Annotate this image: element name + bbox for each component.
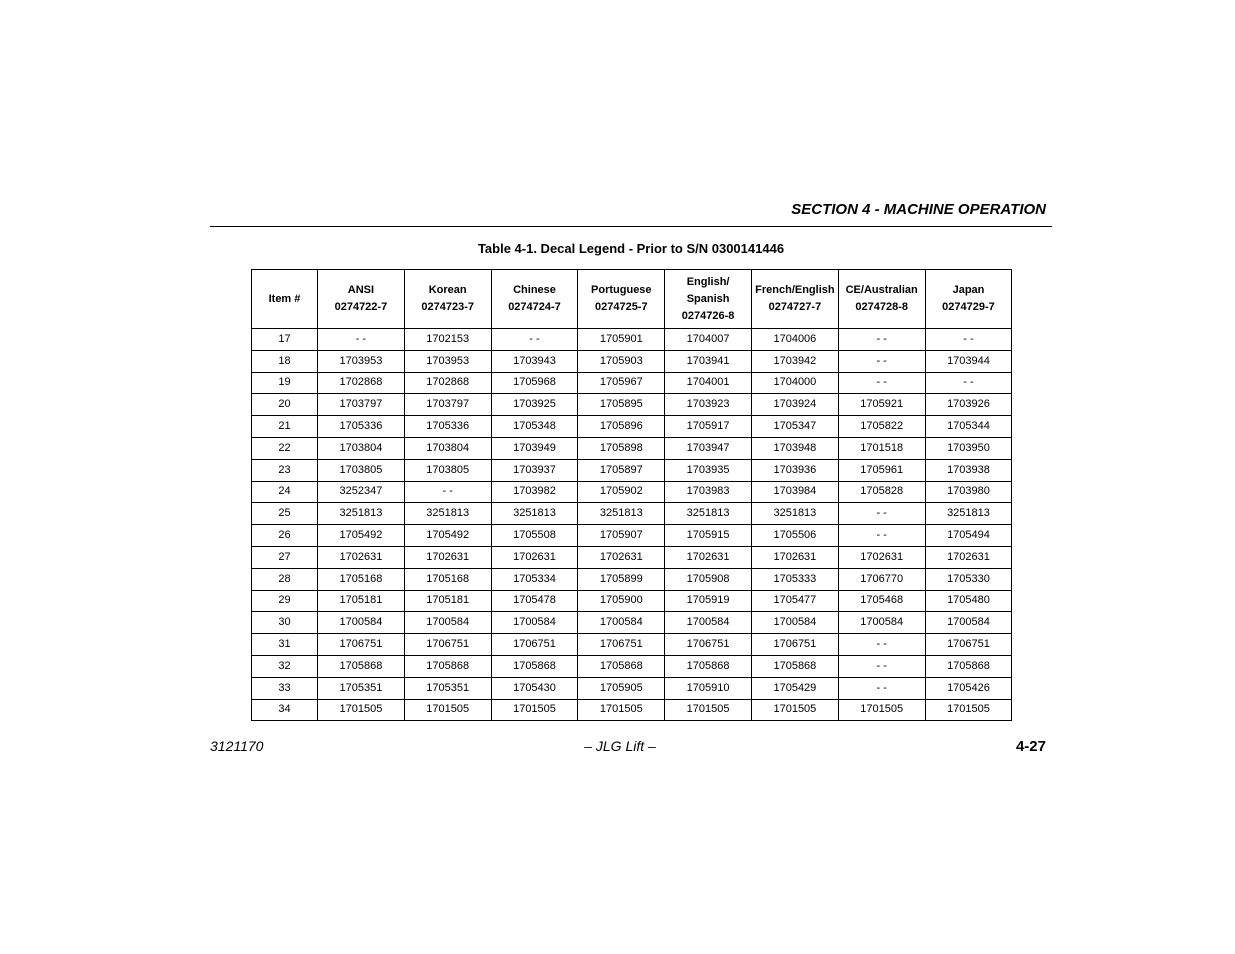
decal-part-number-cell: - - xyxy=(925,329,1012,351)
decal-part-number-cell: 1701505 xyxy=(404,699,491,721)
decal-part-number-cell: 1704001 xyxy=(665,372,752,394)
decal-part-number-cell: 1705907 xyxy=(578,525,665,547)
publisher-name: – JLG Lift – xyxy=(584,738,656,754)
decal-part-number-cell: 1703937 xyxy=(491,459,578,481)
decal-part-number-cell: 1705494 xyxy=(925,525,1012,547)
item-number-cell: 23 xyxy=(252,459,318,481)
decal-part-number-cell: 1706751 xyxy=(751,634,838,656)
decal-part-number-cell: 3251813 xyxy=(404,503,491,525)
decal-part-number-cell: 1705492 xyxy=(318,525,405,547)
decal-part-number-cell: 1705868 xyxy=(578,655,665,677)
decal-part-number-cell: 1705921 xyxy=(838,394,925,416)
decal-part-number-cell: 1704000 xyxy=(751,372,838,394)
table-row xyxy=(252,677,1012,699)
decal-part-number-cell: 1703943 xyxy=(491,350,578,372)
decal-part-number-cell: 1705477 xyxy=(751,590,838,612)
decal-part-number-cell: 1703804 xyxy=(404,437,491,459)
item-number-cell: 24 xyxy=(252,481,318,503)
item-number-cell: 19 xyxy=(252,372,318,394)
decal-part-number-cell: - - xyxy=(838,372,925,394)
decal-part-number-cell: 1705900 xyxy=(578,590,665,612)
decal-part-number-cell: 1703926 xyxy=(925,394,1012,416)
decal-part-number-cell: 1705908 xyxy=(665,568,752,590)
table-row xyxy=(252,481,1012,503)
decal-part-number-cell: 1703944 xyxy=(925,350,1012,372)
column-header: Korean 0274723-7 xyxy=(404,270,491,329)
table-row xyxy=(252,590,1012,612)
decal-part-number-cell: 1700584 xyxy=(751,612,838,634)
column-header: English/ Spanish 0274726-8 xyxy=(665,270,752,329)
page-number: 4-27 xyxy=(1015,738,1046,755)
item-number-cell: 22 xyxy=(252,437,318,459)
decal-part-number-cell: 1703982 xyxy=(491,481,578,503)
decal-part-number-cell: 1705822 xyxy=(838,416,925,438)
column-header: CE/Australian 0274728-8 xyxy=(838,270,925,329)
decal-part-number-cell: 1705181 xyxy=(404,590,491,612)
decal-part-number-cell: 1703805 xyxy=(404,459,491,481)
decal-part-number-cell: 1705348 xyxy=(491,416,578,438)
decal-part-number-cell: 1706751 xyxy=(665,634,752,656)
table-row xyxy=(252,634,1012,656)
decal-part-number-cell: 1703797 xyxy=(404,394,491,416)
decal-part-number-cell: 1705333 xyxy=(751,568,838,590)
decal-part-number-cell: 1701505 xyxy=(751,699,838,721)
item-number-cell: 26 xyxy=(252,525,318,547)
table-row xyxy=(252,546,1012,568)
decal-part-number-cell: 1702631 xyxy=(665,546,752,568)
decal-part-number-cell: 1705168 xyxy=(404,568,491,590)
decal-part-number-cell: 1704007 xyxy=(665,329,752,351)
table-row xyxy=(252,350,1012,372)
table-row xyxy=(252,329,1012,351)
decal-part-number-cell: 1703923 xyxy=(665,394,752,416)
decal-part-number-cell: 1705961 xyxy=(838,459,925,481)
decal-part-number-cell: 1700584 xyxy=(491,612,578,634)
decal-part-number-cell: 1705336 xyxy=(318,416,405,438)
decal-part-number-cell: 1705868 xyxy=(318,655,405,677)
item-number-cell: 34 xyxy=(252,699,318,721)
table-title: Table 4-1. Decal Legend - Prior to S/N 0300141446 xyxy=(477,241,785,256)
column-header: Portuguese 0274725-7 xyxy=(578,270,665,329)
decal-part-number-cell: 1703949 xyxy=(491,437,578,459)
decal-part-number-cell: 1703948 xyxy=(751,437,838,459)
decal-part-number-cell: 1705868 xyxy=(665,655,752,677)
item-number-cell: 25 xyxy=(252,503,318,525)
decal-part-number-cell: 1705967 xyxy=(578,372,665,394)
decal-part-number-cell: - - xyxy=(925,372,1012,394)
decal-part-number-cell: 3251813 xyxy=(665,503,752,525)
decal-part-number-cell: 1705430 xyxy=(491,677,578,699)
item-number-cell: 21 xyxy=(252,416,318,438)
decal-part-number-cell: 1704006 xyxy=(751,329,838,351)
decal-part-number-cell: 1705336 xyxy=(404,416,491,438)
decal-part-number-cell: 1705351 xyxy=(404,677,491,699)
table-row xyxy=(252,394,1012,416)
decal-part-number-cell: 1703947 xyxy=(665,437,752,459)
decal-part-number-cell: 1705868 xyxy=(925,655,1012,677)
decal-part-number-cell: 1702631 xyxy=(838,546,925,568)
decal-part-number-cell: 1701505 xyxy=(578,699,665,721)
section-title: SECTION 4 - MACHINE OPERATION xyxy=(791,201,1046,218)
table-row xyxy=(252,699,1012,721)
table-row xyxy=(252,459,1012,481)
table-row xyxy=(252,372,1012,394)
table-row xyxy=(252,503,1012,525)
decal-part-number-cell: 1703805 xyxy=(318,459,405,481)
decal-part-number-cell: 1705334 xyxy=(491,568,578,590)
decal-part-number-cell: 1705351 xyxy=(318,677,405,699)
decal-part-number-cell: 1705919 xyxy=(665,590,752,612)
decal-part-number-cell: 1700584 xyxy=(578,612,665,634)
decal-part-number-cell: 1705508 xyxy=(491,525,578,547)
decal-part-number-cell: 3252347 xyxy=(318,481,405,503)
decal-part-number-cell: 1705901 xyxy=(578,329,665,351)
item-number-cell: 17 xyxy=(252,329,318,351)
decal-part-number-cell: 1705492 xyxy=(404,525,491,547)
decal-part-number-cell: 1702153 xyxy=(404,329,491,351)
decal-part-number-cell: 1705895 xyxy=(578,394,665,416)
document-number: 3121170 xyxy=(210,738,264,754)
decal-part-number-cell: 1700584 xyxy=(925,612,1012,634)
item-number-cell: 18 xyxy=(252,350,318,372)
decal-part-number-cell: 1705917 xyxy=(665,416,752,438)
decal-part-number-cell: 1703804 xyxy=(318,437,405,459)
decal-part-number-cell: - - xyxy=(838,329,925,351)
decal-part-number-cell: 1702631 xyxy=(751,546,838,568)
header-divider xyxy=(210,226,1052,227)
decal-part-number-cell: 1702631 xyxy=(578,546,665,568)
decal-part-number-cell: - - xyxy=(838,655,925,677)
decal-part-number-cell: 1705899 xyxy=(578,568,665,590)
decal-part-number-cell: 1705426 xyxy=(925,677,1012,699)
table-row xyxy=(252,525,1012,547)
decal-part-number-cell: - - xyxy=(838,525,925,547)
decal-part-number-cell: 1705915 xyxy=(665,525,752,547)
decal-part-number-cell: - - xyxy=(838,677,925,699)
decal-part-number-cell: 1701505 xyxy=(491,699,578,721)
decal-part-number-cell: 1703950 xyxy=(925,437,1012,459)
decal-part-number-cell: 3251813 xyxy=(578,503,665,525)
item-number-cell: 27 xyxy=(252,546,318,568)
decal-part-number-cell: 1703942 xyxy=(751,350,838,372)
decal-part-number-cell: 1705897 xyxy=(578,459,665,481)
column-header: Japan 0274729-7 xyxy=(925,270,1012,329)
decal-part-number-cell: 1705506 xyxy=(751,525,838,547)
decal-part-number-cell: 1705330 xyxy=(925,568,1012,590)
table-row xyxy=(252,416,1012,438)
decal-part-number-cell: 1700584 xyxy=(665,612,752,634)
item-number-cell: 31 xyxy=(252,634,318,656)
decal-part-number-cell: 1705910 xyxy=(665,677,752,699)
decal-part-number-cell: - - xyxy=(838,634,925,656)
decal-legend-table xyxy=(251,269,1012,721)
table-row xyxy=(252,655,1012,677)
decal-part-number-cell: 1706751 xyxy=(404,634,491,656)
decal-part-number-cell: 1702631 xyxy=(318,546,405,568)
decal-part-number-cell: 1706751 xyxy=(491,634,578,656)
decal-part-number-cell: 1705181 xyxy=(318,590,405,612)
decal-part-number-cell: 3251813 xyxy=(925,503,1012,525)
decal-part-number-cell: 1702868 xyxy=(404,372,491,394)
item-number-cell: 20 xyxy=(252,394,318,416)
decal-part-number-cell: 1705868 xyxy=(751,655,838,677)
decal-part-number-cell: 1706770 xyxy=(838,568,925,590)
decal-part-number-cell: 1706751 xyxy=(578,634,665,656)
decal-part-number-cell: 1703941 xyxy=(665,350,752,372)
decal-part-number-cell: 1705905 xyxy=(578,677,665,699)
decal-part-number-cell: 1703953 xyxy=(318,350,405,372)
item-number-cell: 28 xyxy=(252,568,318,590)
decal-part-number-cell: 1700584 xyxy=(318,612,405,634)
decal-part-number-cell: 1701505 xyxy=(318,699,405,721)
decal-part-number-cell: 3251813 xyxy=(491,503,578,525)
decal-part-number-cell: 1702631 xyxy=(925,546,1012,568)
table-body xyxy=(252,329,1012,721)
table-row xyxy=(252,437,1012,459)
decal-part-number-cell: - - xyxy=(404,481,491,503)
decal-part-number-cell: 1701505 xyxy=(925,699,1012,721)
decal-part-number-cell: 1705968 xyxy=(491,372,578,394)
decal-part-number-cell: 1705896 xyxy=(578,416,665,438)
item-number-cell: 33 xyxy=(252,677,318,699)
decal-part-number-cell: 1705480 xyxy=(925,590,1012,612)
decal-part-number-cell: 1705468 xyxy=(838,590,925,612)
decal-part-number-cell: 1706751 xyxy=(318,634,405,656)
decal-part-number-cell: 3251813 xyxy=(318,503,405,525)
decal-part-number-cell: 1705347 xyxy=(751,416,838,438)
item-number-cell: 30 xyxy=(252,612,318,634)
decal-part-number-cell: - - xyxy=(318,329,405,351)
decal-part-number-cell: 1700584 xyxy=(838,612,925,634)
decal-part-number-cell: 1705868 xyxy=(491,655,578,677)
decal-part-number-cell: 1702631 xyxy=(404,546,491,568)
decal-part-number-cell: 1703953 xyxy=(404,350,491,372)
decal-part-number-cell: 1705828 xyxy=(838,481,925,503)
decal-part-number-cell: 3251813 xyxy=(751,503,838,525)
column-header: ANSI 0274722-7 xyxy=(318,270,405,329)
column-header: French/English 0274727-7 xyxy=(751,270,838,329)
decal-part-number-cell: 1705344 xyxy=(925,416,1012,438)
table-row xyxy=(252,568,1012,590)
column-header: Chinese 0274724-7 xyxy=(491,270,578,329)
item-number-cell: 29 xyxy=(252,590,318,612)
decal-part-number-cell: 1700584 xyxy=(404,612,491,634)
decal-part-number-cell: 1705898 xyxy=(578,437,665,459)
decal-part-number-cell: 1702631 xyxy=(491,546,578,568)
item-number-cell: 32 xyxy=(252,655,318,677)
decal-part-number-cell: 1705868 xyxy=(404,655,491,677)
decal-part-number-cell: 1705903 xyxy=(578,350,665,372)
decal-part-number-cell: 1701518 xyxy=(838,437,925,459)
decal-part-number-cell: 1705902 xyxy=(578,481,665,503)
decal-part-number-cell: 1701505 xyxy=(665,699,752,721)
decal-part-number-cell: 1705168 xyxy=(318,568,405,590)
decal-part-number-cell: 1703924 xyxy=(751,394,838,416)
decal-part-number-cell: 1703935 xyxy=(665,459,752,481)
table-header-row xyxy=(252,270,1012,329)
decal-part-number-cell: 1705478 xyxy=(491,590,578,612)
table-row xyxy=(252,612,1012,634)
decal-part-number-cell: 1703925 xyxy=(491,394,578,416)
decal-part-number-cell: 1703983 xyxy=(665,481,752,503)
decal-part-number-cell: 1703980 xyxy=(925,481,1012,503)
decal-part-number-cell: - - xyxy=(491,329,578,351)
decal-part-number-cell: 1701505 xyxy=(838,699,925,721)
decal-part-number-cell: 1703936 xyxy=(751,459,838,481)
decal-part-number-cell: - - xyxy=(838,350,925,372)
decal-part-number-cell: - - xyxy=(838,503,925,525)
decal-part-number-cell: 1705429 xyxy=(751,677,838,699)
decal-part-number-cell: 1703938 xyxy=(925,459,1012,481)
decal-part-number-cell: 1702868 xyxy=(318,372,405,394)
decal-part-number-cell: 1703797 xyxy=(318,394,405,416)
decal-part-number-cell: 1703984 xyxy=(751,481,838,503)
decal-part-number-cell: 1706751 xyxy=(925,634,1012,656)
column-header: Item # xyxy=(252,270,318,329)
